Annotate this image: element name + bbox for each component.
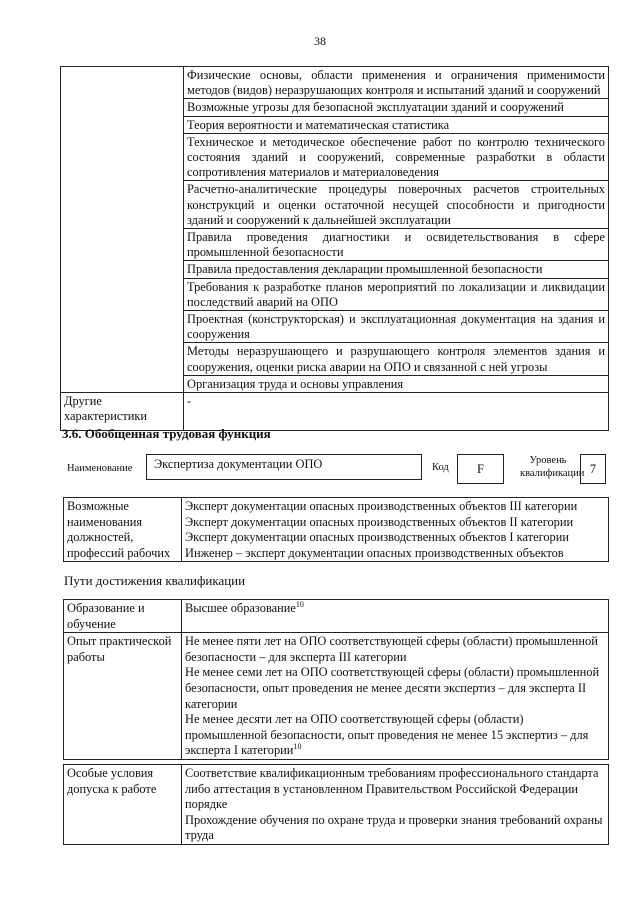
knowledge-item: Теория вероятности и математическая статистика bbox=[184, 116, 609, 133]
positions-label: Возможные наименования должностей, профессий рабочих bbox=[64, 498, 182, 562]
position-name: Эксперт документации опасных производственных объектов II категории bbox=[185, 514, 574, 529]
knowledge-item: Возможные угрозы для безопасной эксплуатации зданий и сооружений bbox=[184, 99, 609, 116]
positions-table bbox=[63, 497, 609, 562]
table-row bbox=[64, 600, 609, 633]
page-number: 38 bbox=[314, 34, 326, 48]
education-footnote: 10 bbox=[295, 599, 304, 609]
level-label-line-2: квалификации bbox=[520, 468, 585, 479]
admission-table bbox=[63, 764, 609, 845]
table-row bbox=[61, 67, 609, 99]
admission-label: Особые условия допуска к работе bbox=[64, 765, 182, 845]
education-value-cell bbox=[182, 600, 609, 633]
qualification-table bbox=[63, 599, 609, 760]
experience-footnote: 10 bbox=[293, 742, 302, 752]
knowledge-item: Организация труда и основы управления bbox=[184, 375, 609, 392]
knowledge-item: Правила проведения диагностики и освидетельствования в сфере промышленной безопасности bbox=[184, 229, 609, 261]
function-name-box: Экспертиза документации ОПО bbox=[146, 454, 422, 480]
experience-cell bbox=[182, 633, 609, 760]
admission-item: Прохождение обучения по охране труда и проверки знания требований охраны труда bbox=[185, 812, 603, 843]
knowledge-item: Методы неразрушающего и разрушающего контроля элементов здания и сооружения, оценки риска аварии на ОПО и связанной с ней угрозы bbox=[184, 343, 609, 375]
knowledge-label-cell bbox=[61, 67, 184, 393]
other-characteristics-value: - bbox=[184, 393, 609, 431]
education-value: Высшее образование bbox=[185, 601, 296, 615]
code-label: Код bbox=[432, 462, 449, 473]
section-title: 3.6. Обобщенная трудовая функция bbox=[62, 426, 271, 441]
experience-item: Не менее пяти лет на ОПО соответствующей сферы (области) промышленной безопасности – для эксперта III категории bbox=[185, 634, 598, 664]
positions-names-cell bbox=[182, 498, 609, 562]
level-label-line-1: Уровень bbox=[529, 455, 567, 466]
knowledge-item: Расчетно-аналитические процедуры поверочных расчетов строительных конструкций и оценки остаточной несущей способности и пригодности зданий и сооружений к дальнейшей эксплуатации bbox=[184, 181, 609, 229]
paths-title: Пути достижения квалификации bbox=[64, 573, 246, 588]
education-label: Образование и обучение bbox=[64, 600, 182, 633]
knowledge-item: Требования к разработке планов мероприятий по локализации и ликвидации последствий аварий на ОПО bbox=[184, 278, 609, 310]
other-characteristics-label: Другие характеристики bbox=[61, 393, 184, 431]
level-label bbox=[520, 454, 585, 480]
experience-label: Опыт практической работы bbox=[64, 633, 182, 760]
knowledge-item: Правила предоставления декларации промышленной безопасности bbox=[184, 261, 609, 278]
position-name: Эксперт документации опасных производственных объектов III категории bbox=[185, 499, 578, 513]
position-name: Эксперт документации опасных производственных объектов I категории bbox=[185, 530, 569, 545]
knowledge-table bbox=[60, 66, 609, 431]
experience-item bbox=[185, 712, 605, 759]
knowledge-item: Техническое и методическое обеспечение работ по контролю технического состояния зданий и сооружений, современные разработки в области сопротивления материалов и материаловедения bbox=[184, 133, 609, 181]
code-box: F bbox=[457, 454, 504, 484]
knowledge-item: Физические основы, области применения и ограничения применимости методов (видов) неразрушающих контроля и испытаний зданий и сооружений bbox=[184, 67, 609, 99]
experience-item: Не менее семи лет на ОПО соответствующей сферы (области) промышленной безопасности, опыт проведения не менее десяти экспертиз – для эксперта II категории bbox=[185, 665, 600, 711]
table-row bbox=[64, 498, 609, 562]
experience-item-text: Не менее десяти лет на ОПО соответствующей сферы (области) промышленной безопасности, опыт проведения не менее 15 экспертиз – для эксперта I категории bbox=[185, 712, 589, 758]
table-row bbox=[64, 633, 609, 760]
table-row bbox=[61, 393, 609, 431]
name-label: Наименование bbox=[67, 463, 133, 474]
admission-cell bbox=[182, 765, 609, 845]
level-box: 7 bbox=[580, 454, 606, 484]
admission-item: Соответствие квалификационным требованиям профессионального стандарта либо аттестация в установленном Правительством Российской Федерации порядке bbox=[185, 766, 599, 812]
position-name: Инженер – эксперт документации опасных производственных объектов bbox=[185, 545, 564, 560]
table-row bbox=[64, 765, 609, 845]
knowledge-item: Проектная (конструкторская) и эксплуатационная документация на здания и сооружения bbox=[184, 311, 609, 343]
